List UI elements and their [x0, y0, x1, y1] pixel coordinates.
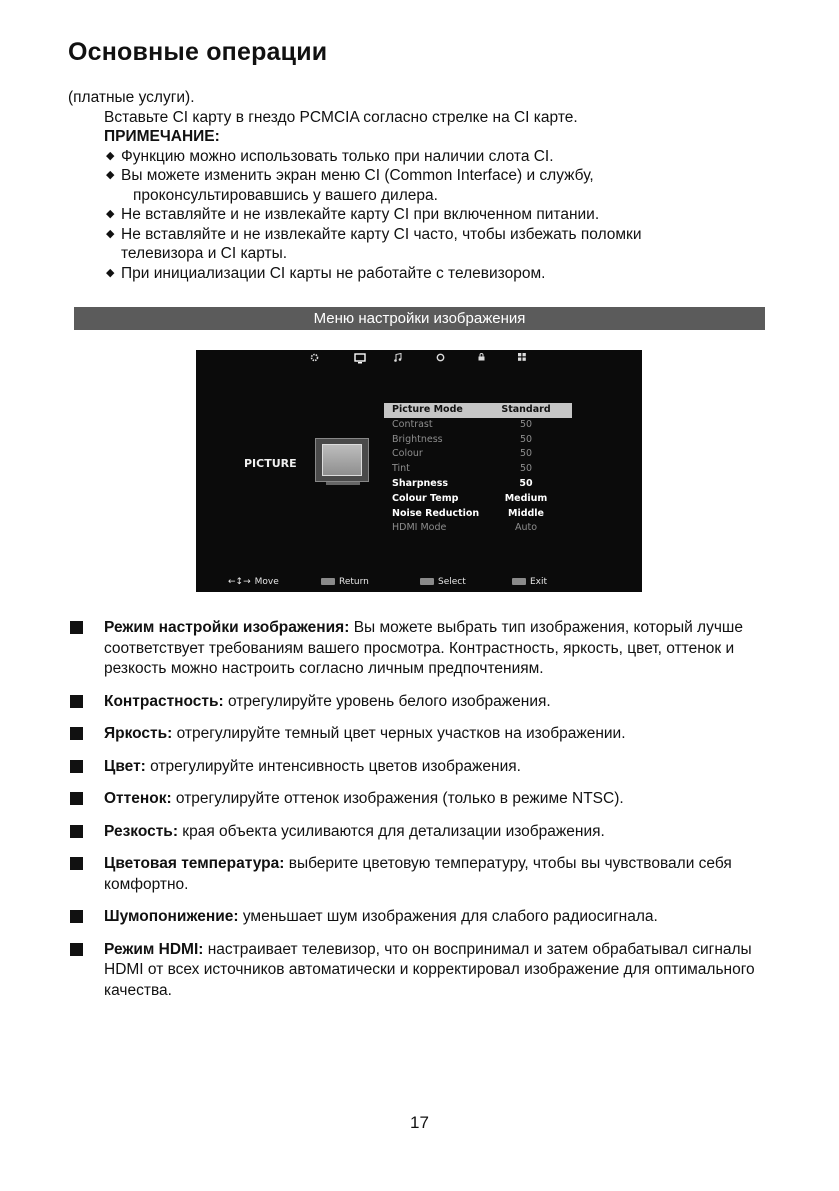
menu-item-tint[interactable]: Tint 50: [392, 463, 533, 475]
diamond-bullet-icon: ◆: [106, 266, 115, 279]
footer-select: Select: [420, 577, 466, 587]
square-bullet-icon: [70, 792, 83, 805]
diamond-bullet-icon: ◆: [106, 169, 115, 181]
menu-key-icon: [321, 578, 335, 585]
move-arrows-icon: ←↕→: [228, 577, 251, 587]
exit-key-icon: [512, 578, 526, 585]
list-item: Яркость: отрегулируйте темный цвет черных участков на изображении.: [70, 724, 770, 745]
picture-tab-icon: [354, 353, 366, 364]
diamond-bullet-icon: ◆: [106, 149, 115, 162]
menu-item-hdmi-mode[interactable]: HDMI Mode Auto: [392, 522, 538, 534]
diamond-bullet-icon: ◆: [106, 208, 115, 220]
square-bullet-icon: [70, 857, 83, 870]
setup-tab-icon: [518, 353, 526, 361]
list-item: Шумопонижение: уменьшает шум изображения для слабого радиосигнала.: [70, 907, 770, 928]
list-item: Оттенок: отрегулируйте оттенок изображения (только в режиме NTSC).: [70, 789, 770, 810]
square-bullet-icon: [70, 621, 83, 634]
menu-item-picture-mode[interactable]: Picture Mode Standard: [384, 403, 572, 418]
page-title: Основные операции: [68, 38, 328, 66]
time-tab-icon: [436, 353, 445, 362]
list-item: Резкость: края объекта усиливаются для детализации изображения.: [70, 822, 770, 843]
settings-description-list: [70, 618, 770, 1013]
note-item: ◆ Функцию можно использовать только при наличии слота CI.: [106, 147, 554, 165]
footer-move: ←↕→ Move: [228, 577, 279, 587]
footer-exit: Exit: [512, 577, 547, 587]
enter-key-icon: [420, 578, 434, 585]
square-bullet-icon: [70, 760, 83, 773]
list-item: Контрастность: отрегулируйте уровень белого изображения.: [70, 692, 770, 713]
note-item: ◆ Вы можете изменить экран меню CI (Common Interface) и службу, проконсультировавшись у вашего дилера.: [106, 167, 594, 204]
section-header: Меню настройки изображения: [74, 307, 765, 330]
square-bullet-icon: [70, 910, 83, 923]
picture-menu-list: [384, 403, 572, 536]
menu-item-contrast[interactable]: Contrast 50: [392, 418, 533, 430]
tv-menu-screenshot: [196, 350, 642, 592]
menu-item-sharpness[interactable]: Sharpness 50: [392, 477, 533, 489]
menu-item-brightness[interactable]: Brightness 50: [392, 433, 533, 445]
channel-tab-icon: [310, 353, 319, 362]
note-title: ПРИМЕЧАНИЕ:: [104, 128, 220, 145]
note-list: [68, 147, 642, 284]
footer-return: Return: [321, 577, 369, 587]
square-bullet-icon: [70, 695, 83, 708]
menu-item-colour[interactable]: Colour 50: [392, 448, 533, 460]
tv-icon: [315, 438, 369, 482]
menu-section-label: PICTURE: [244, 457, 297, 470]
square-bullet-icon: [70, 727, 83, 740]
square-bullet-icon: [70, 943, 83, 956]
diamond-bullet-icon: ◆: [106, 227, 115, 240]
sound-tab-icon: [394, 353, 402, 362]
menu-item-colour-temp[interactable]: Colour Temp Medium: [392, 492, 548, 504]
note-item: ◆ При инициализации CI карты не работайте с телевизором.: [106, 264, 546, 282]
lock-tab-icon: [478, 353, 485, 361]
list-item: Режим настройки изображения: Вы можете выбрать тип изображения, который лучше соответствует требованиям вашего просмотра. Контрастность, яркость, цвет, оттенок и резкость можно настроить согласно личным предпочтениям.: [70, 618, 770, 680]
page-number: 17: [410, 1113, 429, 1132]
note-item: ◆ Не вставляйте и не извлекайте карту CI при включенном питании.: [106, 206, 600, 223]
list-item: Цвет: отрегулируйте интенсивность цветов изображения.: [70, 757, 770, 778]
intro-block: [68, 88, 642, 283]
list-item: Цветовая температура: выберите цветовую температуру, чтобы вы чувствовали себя комфортно.: [70, 854, 770, 895]
menu-tab-bar: [196, 353, 642, 369]
intro-line-1: (платные услуги).: [68, 89, 195, 106]
list-item: Режим HDMI: настраивает телевизор, что он воспринимал и затем обрабатывал сигналы HDMI от всех источников автоматически и корректировал изображение для оптимального качества.: [70, 940, 770, 1002]
square-bullet-icon: [70, 825, 83, 838]
note-item: ◆ Не вставляйте и не извлекайте карту CI часто, чтобы избежать поломки телевизора и CI карты.: [106, 225, 642, 262]
menu-footer: [196, 576, 642, 590]
menu-item-noise-reduction[interactable]: Noise Reduction Middle: [392, 507, 544, 519]
intro-line-2: Вставьте CI карту в гнездо PCMCIA согласно стрелке на CI карте.: [104, 108, 578, 126]
